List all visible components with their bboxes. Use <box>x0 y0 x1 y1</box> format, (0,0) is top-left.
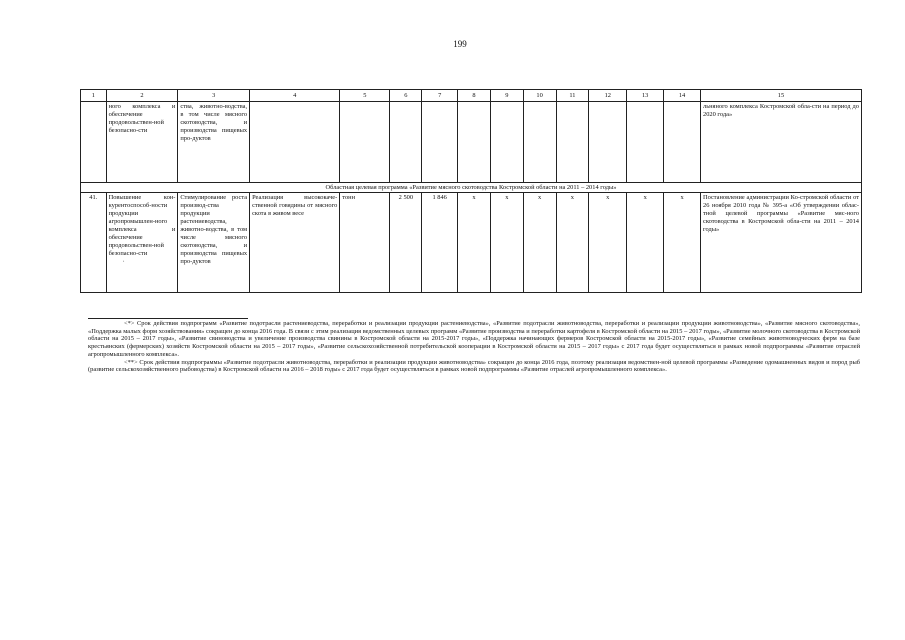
program-title: Областная целевая программа «Развитие мясного скотоводства Костромской области на 2011 – 2014 годы» <box>81 183 862 193</box>
program-table <box>80 89 862 293</box>
header-cell: 15 <box>701 90 862 102</box>
header-cell: 14 <box>664 90 701 102</box>
header-cell: 7 <box>422 90 458 102</box>
cell-empty <box>523 102 556 183</box>
cell-num <box>81 102 107 183</box>
cell-task: Стимулирование роста производ-ства продукции растениеводства, животно-водства, в том числе мясного скотоводства, и производства пищевых про-дуктов <box>178 193 250 293</box>
cell-empty <box>556 102 589 183</box>
header-cell: 13 <box>627 90 664 102</box>
continuation-row <box>81 102 862 183</box>
cell-empty <box>664 102 701 183</box>
cell-unit: тонн <box>340 193 390 293</box>
header-cell: 9 <box>490 90 523 102</box>
footnote-divider <box>88 318 248 319</box>
table-row <box>81 193 862 293</box>
cell-num: 41. <box>81 193 107 293</box>
cell-goal-mark: · <box>122 258 125 265</box>
cell-empty <box>422 102 458 183</box>
header-cell: 10 <box>523 90 556 102</box>
cell-value: х <box>589 193 627 293</box>
cell-value: х <box>490 193 523 293</box>
footnote-2: <**> Срок действия подпрограммы «Развитие подотрасли животноводства, переработки и реализации продукции животноводства» сокращен до конца 2016 года, поэтому реализация ведомствен-ной целевой программы «Разведение одомашненных видов и пород рыб (развитие сельскохозяйственного рыбоводства) в Костромской области на 2016 – 2018 годы» с 2017 года будет осуществляться в рамках новой подпрограммы «Развитие отраслей агропромышленного комплекса». <box>88 358 860 374</box>
cell-value: х <box>523 193 556 293</box>
cell-task: ства, животно-водства, в том числе мясного скотоводства, и производства пищевых про-дуктов <box>178 102 250 183</box>
cell-empty <box>458 102 491 183</box>
header-cell: 3 <box>178 90 250 102</box>
cell-empty <box>340 102 390 183</box>
cell-value: 2 500 <box>390 193 422 293</box>
header-cell: 5 <box>340 90 390 102</box>
cell-value: х <box>627 193 664 293</box>
cell-empty <box>627 102 664 183</box>
header-cell: 11 <box>556 90 589 102</box>
header-row <box>81 90 862 102</box>
cell-value: 1 846 <box>422 193 458 293</box>
cell-goal-text: Повышение кон-курентоспособ-ности продукции агропромышлен-ного комплекса и обеспечение продовольствен-ной безопасно-сти <box>108 194 176 257</box>
cell-document: льняного комплекса Костромской обла-сти на период до 2020 года» <box>701 102 862 183</box>
cell-empty <box>490 102 523 183</box>
cell-goal <box>106 193 178 293</box>
cell-empty <box>390 102 422 183</box>
footnote-1: <*> Срок действия подпрограмм «Развитие подотрасли растениеводства, переработки и реализации продукции растениеводства», «Развитие подотрасли животноводства, переработки и реализации продукции животноводства», «Развитие мясного скотоводства», «Поддержка малых форм хозяйствования» сокращен до конца 2016 года. В связи с этим реализация ведомственных целевых программ «Развитие производства и переработки картофеля в Костромской области на 2015 – 2017 годы», «Развитие молочного скотоводства в Костромской области на 2015 – 2017 годы», «Развитие свиноводства и увеличение производства свинины в Костромской области на 2015-2017 годы», «Поддержка начинающих фермеров Костромской области на 2015-2017 годы», «Развитие семейных животноводческих ферм на базе крестьянских (фермерских) хозяйств Костромской области на 2015 – 2017 годы», «Развитие сельскохозяйственной потребительской кооперации в Костромской области на 2015 – 2017 годы» с 2017 года будет осуществляться в рамках новой подпрограммы «Развитие отраслей агропромышленного комплекса». <box>88 320 860 358</box>
header-cell: 6 <box>390 90 422 102</box>
cell-empty <box>250 102 340 183</box>
header-cell: 4 <box>250 90 340 102</box>
cell-value: х <box>556 193 589 293</box>
cell-indicator: Реализация высококаче-ственной говядины от мясного скота в живом весе <box>250 193 340 293</box>
page-number: 199 <box>453 39 467 49</box>
footnotes <box>88 320 860 374</box>
cell-document: Постановление администрации Ко-стромской области от 26 ноября 2010 года № 395-а «Об утверждении облас-тной целевой программы «Развитие мяс-ного скотоводства в Костромской обла-сти на 2011 – 2014 годы» <box>701 193 862 293</box>
cell-value: х <box>458 193 491 293</box>
cell-goal: ного комплекса и обеспечение продовольствен-ной безопасно-сти <box>106 102 178 183</box>
header-cell: 1 <box>81 90 107 102</box>
cell-empty <box>589 102 627 183</box>
program-title-row <box>81 183 862 193</box>
cell-value: х <box>664 193 701 293</box>
header-cell: 12 <box>589 90 627 102</box>
header-cell: 2 <box>106 90 178 102</box>
header-cell: 8 <box>458 90 491 102</box>
